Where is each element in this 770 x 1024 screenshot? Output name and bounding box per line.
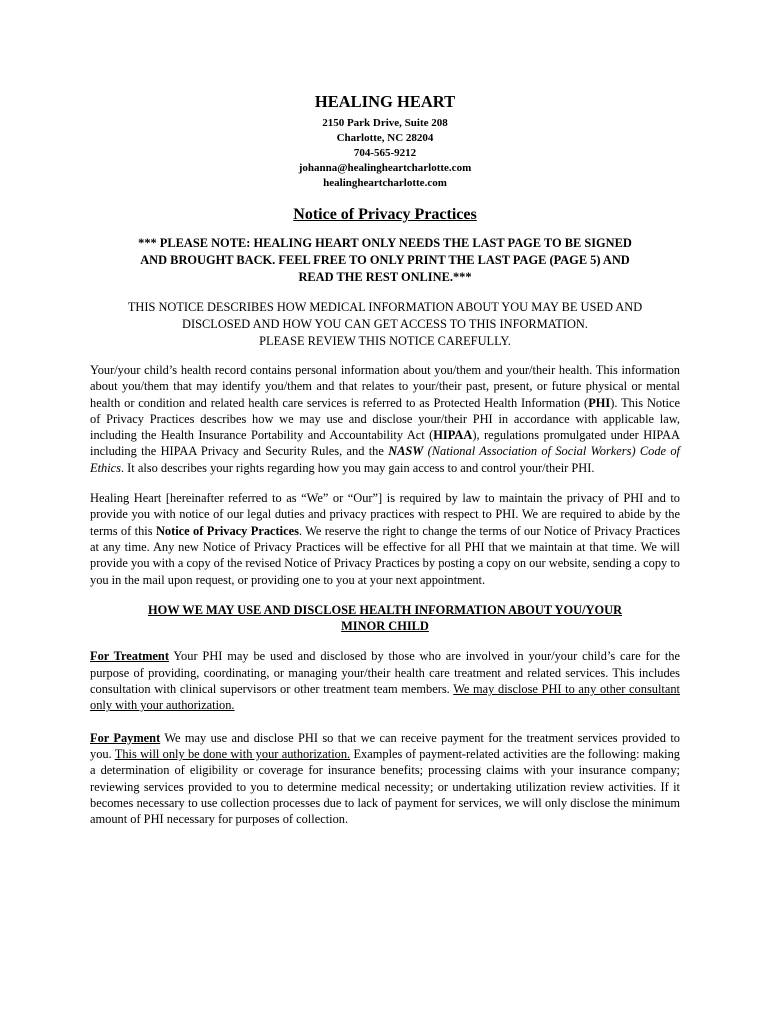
phi-term: PHI [588, 395, 611, 410]
para2-text-2: . We reserve the right to change the terms of our Notice of Privacy Practices at any time. Any new Notice of Privacy Practices will be effective for all PHI that we maintain at that time. We will provide you with a copy of the revised Notice of Privacy Practices by posting a copy on our website, sending a copy to you in the mail upon request, or providing one to you at your next appointment. [90, 523, 681, 587]
code-of-ethics-text: (National Association of Social Workers) Code of Ethics [90, 444, 680, 475]
treatment-label: For Treatment [90, 649, 169, 664]
para1-text-3: ), regulations promulgated under HIPAA including the HIPAA Privacy and Security Rules, and the [90, 428, 680, 459]
please-note-line-3: READ THE REST ONLINE.*** [298, 270, 472, 284]
para1-text-4: . It also describes your rights regarding how you may gain access to and control your/their PHI. [120, 460, 595, 475]
treatment-underlined-text: We may disclose PHI to any other consultant only with your authorization. [90, 682, 680, 713]
payment-label: For Payment [90, 730, 161, 745]
para1-text-2: ). This Notice of Privacy Practices describes how we may use and disclose your/their PHI in accordance with applicable law, including the Health Insurance Portability and Accountability Act ( [90, 395, 680, 443]
address-line-2: Charlotte, NC 28204 [336, 132, 434, 144]
treatment-text: Your PHI may be used and disclosed by those who are involved in your/your child’s care for the purpose of providing, coordinating, or managing your/their health care treatment and related services. This includes consultation with clinical supervisors or other treatment team members. [90, 649, 680, 697]
notice-title: Notice of Privacy Practices [293, 206, 477, 223]
payment-underlined-text: This will only be done with your authorization. [114, 746, 351, 761]
treatment-paragraph [90, 648, 680, 713]
document-page [90, 92, 680, 827]
describes-line-2: DISCLOSED AND HOW YOU CAN GET ACCESS TO THIS INFORMATION. [182, 317, 588, 331]
please-note-block [90, 235, 680, 286]
health-record-paragraph [90, 362, 680, 476]
please-note-line-1: *** PLEASE NOTE: HEALING HEART ONLY NEEDS THE LAST PAGE TO BE SIGNED [138, 236, 632, 250]
payment-paragraph [90, 730, 680, 828]
notice-term: Notice of Privacy Practices [155, 523, 299, 538]
describes-line-1: THIS NOTICE DESCRIBES HOW MEDICAL INFORMATION ABOUT YOU MAY BE USED AND [127, 300, 643, 314]
address-line-1: 2150 Park Drive, Suite 208 [322, 117, 448, 129]
payment-text-2: Examples of payment-related activities are the following: making a determination of eligibility or coverage for insurance benefits; processing claims with your insurance company; reviewing services provided to you to determine medical necessity; or undertaking utilization review activities. If it becomes necessary to use collection processes due to lack of payment for services, we will only disclose the minimum amount of PHI necessary for purposes of collection. [90, 746, 681, 827]
notice-describes-block [90, 299, 680, 350]
org-name: HEALING HEART [314, 92, 456, 111]
email-address: johanna@healingheartcharlotte.com [298, 162, 472, 174]
privacy-duty-paragraph [90, 490, 680, 588]
para1-text-1: Your/your child’s health record contains personal information about you/them and your/their health. This information about you/them that may identify you/them and that relates to your/their past, present, or future physical or mental health or condition and related health care services is referred to as Protected Health Information ( [90, 363, 680, 410]
phone-number: 704-565-9212 [353, 147, 417, 159]
please-note-line-2: AND BROUGHT BACK. FEEL FREE TO ONLY PRINT THE LAST PAGE (PAGE 5) AND [140, 253, 630, 267]
letterhead [90, 92, 680, 191]
website: healingheartcharlotte.com [323, 177, 447, 189]
section-heading-line-2: MINOR CHILD [341, 619, 429, 634]
nasw-term: NASW [388, 444, 424, 459]
hipaa-term: HIPAA [433, 428, 473, 443]
section-heading-line-1: HOW WE MAY USE AND DISCLOSE HEALTH INFORMATION ABOUT YOU/YOUR [147, 602, 623, 617]
payment-text-1: We may use and disclose PHI so that we can receive payment for the treatment services provided to you. [90, 730, 680, 761]
para2-text-1: Healing Heart [hereinafter referred to as “We” or “Our”] is required by law to maintain the privacy of PHI and to provide you with notice of our legal duties and privacy practices with respect to PHI. We are required to abide by the terms of this [90, 491, 680, 538]
describes-line-3: PLEASE REVIEW THIS NOTICE CAREFULLY. [259, 334, 511, 348]
section-heading [90, 602, 680, 635]
